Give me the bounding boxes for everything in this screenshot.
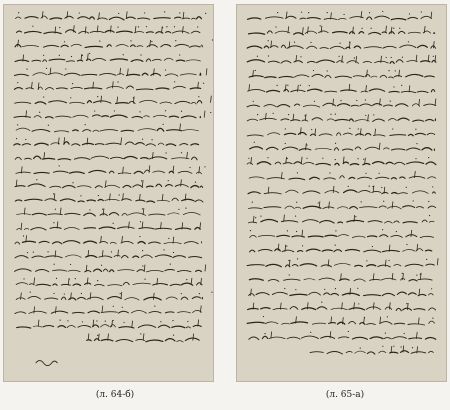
handwritten-line <box>248 84 435 93</box>
handwritten-line <box>15 39 213 47</box>
handwritten-line <box>247 55 436 64</box>
handwritten-line <box>15 264 206 272</box>
handwritten-line <box>14 110 211 118</box>
handwritten-line <box>16 25 199 33</box>
handwritten-line <box>247 11 431 20</box>
handwritten-line <box>16 165 206 173</box>
handwritten-line <box>250 229 434 238</box>
handwritten-line <box>248 186 435 194</box>
handwritten-line <box>15 193 203 202</box>
handwritten-line <box>17 320 202 329</box>
handwritten-line <box>15 249 202 258</box>
handwritten-line <box>15 53 200 62</box>
handwritten-line <box>15 235 202 244</box>
handwritten-line <box>249 331 436 340</box>
handwritten-line <box>250 142 435 151</box>
handwritten-line <box>16 124 198 132</box>
handwritten-line <box>249 171 436 180</box>
handwritten-line <box>17 221 201 230</box>
handwritten-line <box>15 96 212 104</box>
handwritten-line <box>247 258 438 267</box>
handwriting-left <box>4 5 213 381</box>
handwritten-line <box>249 25 435 34</box>
handwritten-line <box>249 70 434 78</box>
folio-caption-right: (л. 65-а) <box>325 390 365 400</box>
handwriting-right <box>237 5 446 381</box>
handwritten-line <box>15 11 206 20</box>
handwritten-line <box>249 273 432 282</box>
handwritten-line <box>17 208 201 216</box>
handwritten-line <box>14 137 199 146</box>
handwritten-line <box>247 157 436 166</box>
handwritten-line <box>14 68 206 76</box>
handwritten-line <box>247 127 434 136</box>
handwritten-line <box>14 81 204 90</box>
manuscript-page-right <box>236 4 447 382</box>
handwritten-line <box>248 302 436 311</box>
handwritten-line <box>16 278 202 286</box>
handwritten-line <box>247 113 436 122</box>
handwritten-line <box>248 200 435 209</box>
handwritten-line <box>249 288 434 296</box>
handwritten-line <box>250 244 432 252</box>
handwritten-line <box>16 291 212 300</box>
handwritten-line <box>247 98 436 107</box>
catchword-mark <box>36 361 58 366</box>
folio-caption-left: (л. 64-б) <box>95 390 135 400</box>
handwritten-line <box>310 345 433 354</box>
handwritten-line <box>248 215 434 223</box>
handwritten-line <box>247 40 435 49</box>
handwritten-line <box>15 306 202 314</box>
manuscript-page-left <box>3 4 214 382</box>
handwritten-line <box>15 152 197 160</box>
handwritten-line <box>15 179 203 188</box>
handwritten-line <box>87 333 200 342</box>
handwritten-line <box>247 316 434 325</box>
